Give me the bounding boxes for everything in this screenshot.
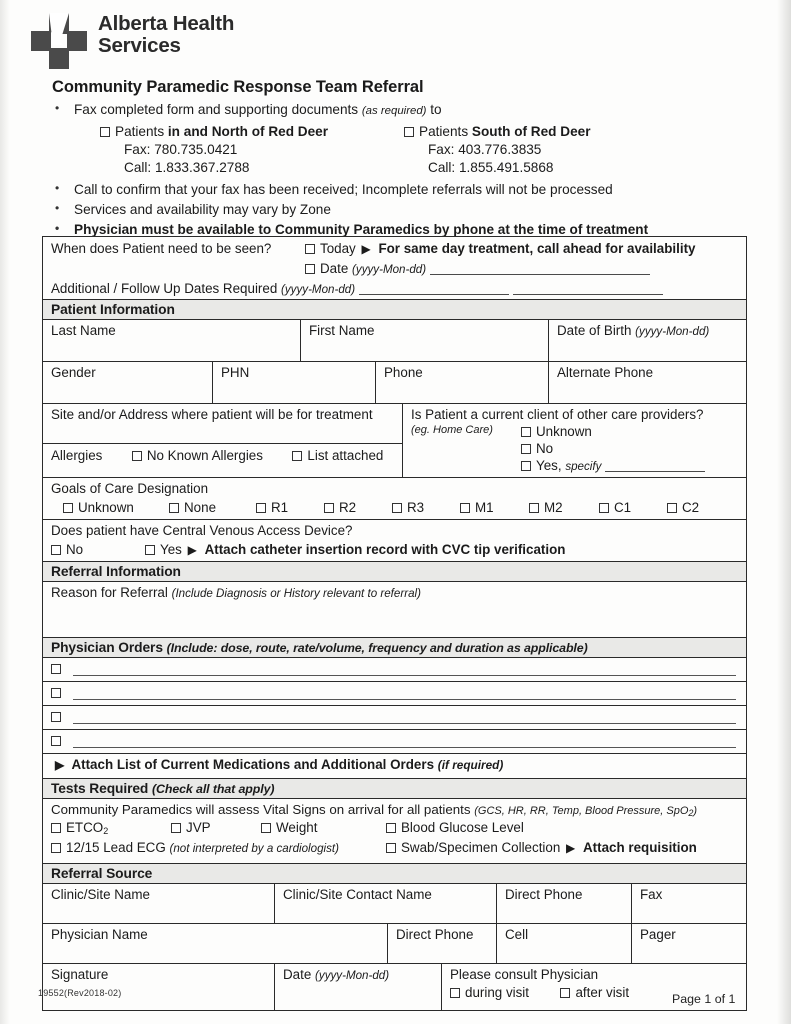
additional-date-line-1[interactable] [359, 282, 509, 295]
field-signature-date[interactable] [275, 964, 442, 1010]
instruction-fax-text: Fax completed form and supporting documents [74, 102, 359, 117]
arrow-icon: ▶ [187, 543, 197, 557]
cvad-note: Attach catheter insertion record with CVC tip verification [204, 542, 566, 557]
checkbox-physician-order-1[interactable] [51, 664, 61, 674]
providers-yes-label: Yes, [536, 458, 562, 473]
clinic-direct-phone-label: Direct Phone [505, 887, 583, 902]
form-code: 19552(Rev2018-02) [38, 988, 122, 998]
goal-label-unknown: Unknown [78, 500, 134, 515]
checkbox-patients-south-red-deer[interactable] [404, 127, 414, 137]
goals-of-care-cell [43, 478, 746, 519]
reason-for-referral-row [43, 582, 746, 638]
providers-option-unknown [521, 423, 740, 440]
section-patient-information: Patient Information [43, 300, 746, 320]
fax-north-fax: Fax: 780.735.0421 [124, 142, 238, 157]
providers-question: Is Patient a current client of other care providers? [411, 407, 704, 422]
tests-checkbox-grid [51, 820, 740, 860]
swab-label: Swab/Specimen Collection [401, 840, 561, 855]
checkbox-ecg[interactable] [51, 843, 61, 853]
cvad-cell [43, 520, 746, 561]
logo-line-1: Alberta Health [98, 12, 235, 35]
goal-option-c2[interactable] [667, 500, 699, 515]
checkbox-goal-r2[interactable] [324, 503, 334, 513]
test-option-etco2[interactable] [51, 820, 108, 836]
goal-option-none[interactable] [169, 500, 216, 515]
providers-example-note: (eg. Home Care) [411, 424, 493, 436]
allergy-list-attached-label: List attached [307, 448, 384, 463]
goal-label-m2: M2 [544, 500, 563, 515]
field-first-name[interactable] [301, 320, 549, 361]
fax-destination-north [100, 122, 328, 177]
checkbox-physician-order-4[interactable] [51, 736, 61, 746]
fax-north-header [100, 122, 328, 141]
goal-option-unknown[interactable] [63, 500, 134, 515]
goal-option-r1[interactable] [256, 500, 288, 515]
checkbox-cvad-yes[interactable] [145, 545, 155, 555]
clinic-site-name-label: Clinic/Site Name [51, 887, 150, 902]
swab-note: Attach requisition [583, 840, 697, 855]
consult-during-label: during visit [465, 985, 530, 1000]
fax-destinations [74, 122, 744, 180]
date-format-hint: (yyyy-Mon-dd) [352, 263, 427, 276]
today-label: Today [320, 241, 356, 256]
goal-option-r2[interactable] [324, 500, 356, 515]
field-phn[interactable] [213, 362, 376, 403]
attach-medications-label: Attach List of Current Medications and Additional Orders [71, 757, 435, 772]
field-gender[interactable] [43, 362, 213, 403]
vitals-sentence: Community Paramedics will assess Vital Signs on arrival for all patients [51, 802, 471, 817]
tests-body-row [43, 799, 746, 864]
signature-label: Signature [51, 967, 109, 982]
cvad-no-label: No [66, 542, 84, 557]
checkbox-goal-m1[interactable] [460, 503, 470, 513]
goal-label-r3: R3 [407, 500, 425, 515]
phone-label: Phone [384, 365, 423, 380]
checkbox-physician-order-3[interactable] [51, 712, 61, 722]
section-referral-information: Referral Information [43, 562, 746, 582]
additional-dates-label: Additional / Follow Up Dates Required [51, 281, 278, 296]
when-seen-cell [43, 237, 746, 299]
date-label: Date [320, 261, 349, 276]
signature-date-label: Date [283, 967, 312, 982]
checkbox-physician-order-2[interactable] [51, 688, 61, 698]
blood-glucose-label: Blood Glucose Level [401, 820, 524, 835]
checkbox-providers-yes[interactable] [521, 461, 531, 471]
checkbox-allergy-list-attached[interactable] [292, 451, 302, 461]
physician-name-label: Physician Name [51, 927, 148, 942]
name-dob-row [43, 320, 746, 362]
providers-no-label: No [536, 441, 554, 456]
field-physician-direct-phone[interactable] [388, 924, 497, 963]
checkbox-etco2[interactable] [51, 823, 61, 833]
clinic-contact-name-label: Clinic/Site Contact Name [283, 887, 432, 902]
logo-line-2: Services [98, 34, 181, 57]
test-option-ecg[interactable] [51, 840, 339, 855]
when-seen-date-option [305, 261, 650, 276]
checkbox-goal-c1[interactable] [599, 503, 609, 513]
date-input-line[interactable] [430, 262, 650, 275]
field-physician-name[interactable] [43, 924, 388, 963]
no-known-allergies-label: No Known Allergies [146, 448, 263, 463]
section-referral-source: Referral Source [43, 864, 746, 884]
instruction-fax-form [44, 100, 744, 121]
goal-option-m1[interactable] [460, 500, 494, 515]
physician-order-line[interactable] [43, 706, 746, 730]
checkbox-consult-during-visit[interactable] [450, 988, 460, 998]
vitals-list: (GCS, HR, RR, Temp, Blood Pressure, SpO$_2$) [474, 805, 698, 818]
providers-yes-specify-hint: specify [565, 460, 602, 473]
arrow-icon: ▶ [566, 841, 576, 855]
alberta-health-services-logo [30, 12, 270, 74]
providers-specify-line[interactable] [605, 459, 705, 472]
fax-south-header [404, 122, 590, 141]
field-physician-pager[interactable] [632, 924, 746, 963]
goal-label-m1: M1 [475, 500, 494, 515]
site-providers-row [43, 404, 746, 478]
field-physician-cell[interactable] [497, 924, 632, 963]
logo-text [98, 13, 234, 57]
checkbox-goal-r3[interactable] [392, 503, 402, 513]
last-name-label: Last Name [51, 323, 116, 338]
physician-direct-phone-label: Direct Phone [396, 927, 474, 942]
field-alternate-phone[interactable] [549, 362, 746, 403]
fax-south-call: Call: 1.855.491.5868 [428, 160, 554, 175]
clinic-fax-label: Fax [640, 887, 663, 902]
page-title: Community Paramedic Response Team Referral [52, 78, 424, 96]
goal-option-r3[interactable] [392, 500, 424, 515]
additional-dates-format: (yyyy-Mon-dd) [281, 283, 356, 296]
order-write-line-2 [73, 699, 736, 700]
tests-required-note: (Check all that apply) [151, 782, 275, 796]
alternate-phone-label: Alternate Phone [557, 365, 654, 380]
scan-edge-shadow-right [777, 0, 791, 1024]
referral-form-table [42, 236, 747, 1011]
physician-order-line[interactable] [43, 658, 746, 682]
instruction-services-vary: • Services and availability may vary by Zone [44, 200, 744, 219]
field-clinic-fax[interactable] [632, 884, 746, 923]
when-seen-question: When does Patient need to be seen? [51, 241, 272, 256]
etco2-label: ETCO [66, 820, 104, 835]
tests-body-cell [43, 799, 746, 863]
instructions-list [44, 100, 744, 240]
goal-label-none: None [184, 500, 217, 515]
arrow-icon: ▶ [55, 758, 65, 772]
tests-vitals-text [51, 802, 740, 818]
test-option-blood-glucose[interactable] [386, 820, 524, 835]
checkbox-cvad-no[interactable] [51, 545, 61, 555]
checkbox-providers-no[interactable] [521, 444, 531, 454]
arrow-icon: ▶ [361, 242, 371, 256]
field-phone[interactable] [376, 362, 549, 403]
checkbox-goal-c2[interactable] [667, 503, 677, 513]
phn-label: PHN [221, 365, 250, 380]
fax-south-prefix: Patients [419, 124, 469, 139]
jvp-label: JVP [186, 820, 211, 835]
instruction-fax-note: (as required) [361, 105, 427, 117]
goal-label-c2: C2 [682, 500, 700, 515]
first-name-label: First Name [309, 323, 375, 338]
checkbox-swab[interactable] [386, 843, 396, 853]
checkbox-no-known-allergies[interactable] [132, 451, 142, 461]
field-signature[interactable] [43, 964, 275, 1010]
cvad-row [43, 520, 746, 562]
etco2-subscript: 2 [103, 826, 109, 836]
scan-edge-shadow-left [0, 0, 10, 1024]
when-seen-row [43, 237, 746, 300]
today-note: For same day treatment, call ahead for availability [378, 241, 696, 256]
clinic-row [43, 884, 746, 924]
cvad-yes-label: Yes [160, 542, 182, 557]
goal-label-r1: R1 [271, 500, 289, 515]
dob-format-hint: (yyyy-Mon-dd) [635, 325, 710, 338]
field-clinic-contact-name[interactable] [275, 884, 497, 923]
field-reason-for-referral[interactable] [43, 582, 746, 637]
physician-cell-label: Cell [505, 927, 529, 942]
instruction-confirm-fax: • Call to confirm that your fax has been received; Incomplete referrals will not be processed [44, 180, 744, 199]
checkbox-weight[interactable] [261, 823, 271, 833]
reason-note: (Include Diagnosis or History relevant to referral) [171, 587, 421, 600]
goal-option-m2[interactable] [529, 500, 563, 515]
when-seen-today-option [305, 241, 695, 256]
order-write-line-3 [73, 723, 736, 724]
allergies-label: Allergies [51, 448, 103, 463]
field-allergies [43, 444, 402, 472]
signature-date-format: (yyyy-Mon-dd) [315, 969, 390, 982]
fax-north-region: in and North of Red Deer [167, 124, 329, 139]
weight-label: Weight [276, 820, 318, 835]
additional-date-line-2[interactable] [513, 282, 663, 295]
providers-option-no [521, 440, 740, 457]
providers-unknown-label: Unknown [536, 424, 592, 439]
fax-south-region: South of Red Deer [471, 124, 591, 139]
instruction-physician-available: • Physician must be available to Community Paramedics by phone at the time of treatment [44, 220, 744, 239]
gender-label: Gender [51, 365, 96, 380]
cvad-option-no[interactable] [51, 542, 145, 557]
attach-medications-note: (if required) [437, 758, 504, 772]
physician-orders-title: Physician Orders [51, 640, 163, 655]
other-care-providers-group [403, 404, 746, 477]
test-option-weight[interactable] [261, 820, 317, 835]
cvad-question: Does patient have Central Venous Access Device? [51, 523, 353, 538]
goals-of-care-row [43, 478, 746, 520]
checkbox-goal-unknown[interactable] [63, 503, 73, 513]
goal-label-c1: C1 [614, 500, 632, 515]
field-clinic-direct-phone[interactable] [497, 884, 632, 923]
reason-label: Reason for Referral [51, 585, 168, 600]
dob-label: Date of Birth (yyyy-Mon-dd) [557, 323, 710, 338]
physician-order-line[interactable] [43, 730, 746, 754]
gender-phn-phone-row [43, 362, 746, 404]
page-number: Page 1 of 1 [672, 992, 736, 1006]
physician-pager-label: Pager [640, 927, 676, 942]
additional-dates-row [51, 281, 663, 296]
attach-medications-row [43, 754, 746, 778]
consult-after-label: after visit [575, 985, 630, 1000]
test-option-jvp[interactable] [171, 820, 211, 835]
section-physician-orders [43, 638, 746, 658]
checkbox-date[interactable] [305, 264, 315, 274]
tests-required-title: Tests Required [51, 781, 149, 796]
providers-option-yes [521, 457, 740, 475]
test-option-swab[interactable] [386, 840, 697, 855]
fax-north-call: Call: 1.833.367.2788 [124, 160, 250, 175]
ecg-label: 12/15 Lead ECG [66, 840, 166, 855]
order-write-line-1 [73, 675, 736, 676]
ecg-note: (not interpreted by a cardiologist) [169, 842, 339, 855]
cvad-options [51, 542, 565, 557]
checkbox-goal-r1[interactable] [256, 503, 266, 513]
order-write-line-4 [73, 747, 736, 748]
physician-row [43, 924, 746, 964]
checkbox-consult-after-visit[interactable] [560, 988, 570, 998]
ahs-cross-logo-icon [30, 12, 88, 70]
fax-south-fax: Fax: 403.776.3835 [428, 142, 542, 157]
field-date-of-birth[interactable] [549, 320, 746, 361]
fax-north-prefix: Patients [115, 124, 165, 139]
checkbox-blood-glucose[interactable] [386, 823, 396, 833]
checkbox-patients-north-red-deer[interactable] [100, 127, 110, 137]
goal-option-c1[interactable] [599, 500, 631, 515]
site-address-label: Site and/or Address where patient will be for treatment [51, 407, 373, 422]
physician-order-line[interactable] [43, 682, 746, 706]
instruction-fax-tail: to [430, 102, 442, 117]
checkbox-providers-unknown[interactable] [521, 427, 531, 437]
field-clinic-site-name[interactable] [43, 884, 275, 923]
checkbox-goal-m2[interactable] [529, 503, 539, 513]
signature-row [43, 964, 746, 1010]
section-tests-required [43, 778, 746, 799]
field-site-address[interactable] [43, 404, 402, 444]
goals-of-care-title: Goals of Care Designation [51, 481, 209, 496]
fax-destination-south [404, 122, 590, 177]
checkbox-jvp[interactable] [171, 823, 181, 833]
field-last-name[interactable] [43, 320, 301, 361]
checkbox-today[interactable] [305, 244, 315, 254]
checkbox-goal-none[interactable] [169, 503, 179, 513]
physician-orders-note: (Include: dose, route, rate/volume, frequency and duration as applicable) [166, 641, 588, 655]
site-allergies-group [43, 404, 403, 477]
goal-label-r2: R2 [339, 500, 357, 515]
consult-physician-title: Please consult Physician [450, 967, 599, 982]
